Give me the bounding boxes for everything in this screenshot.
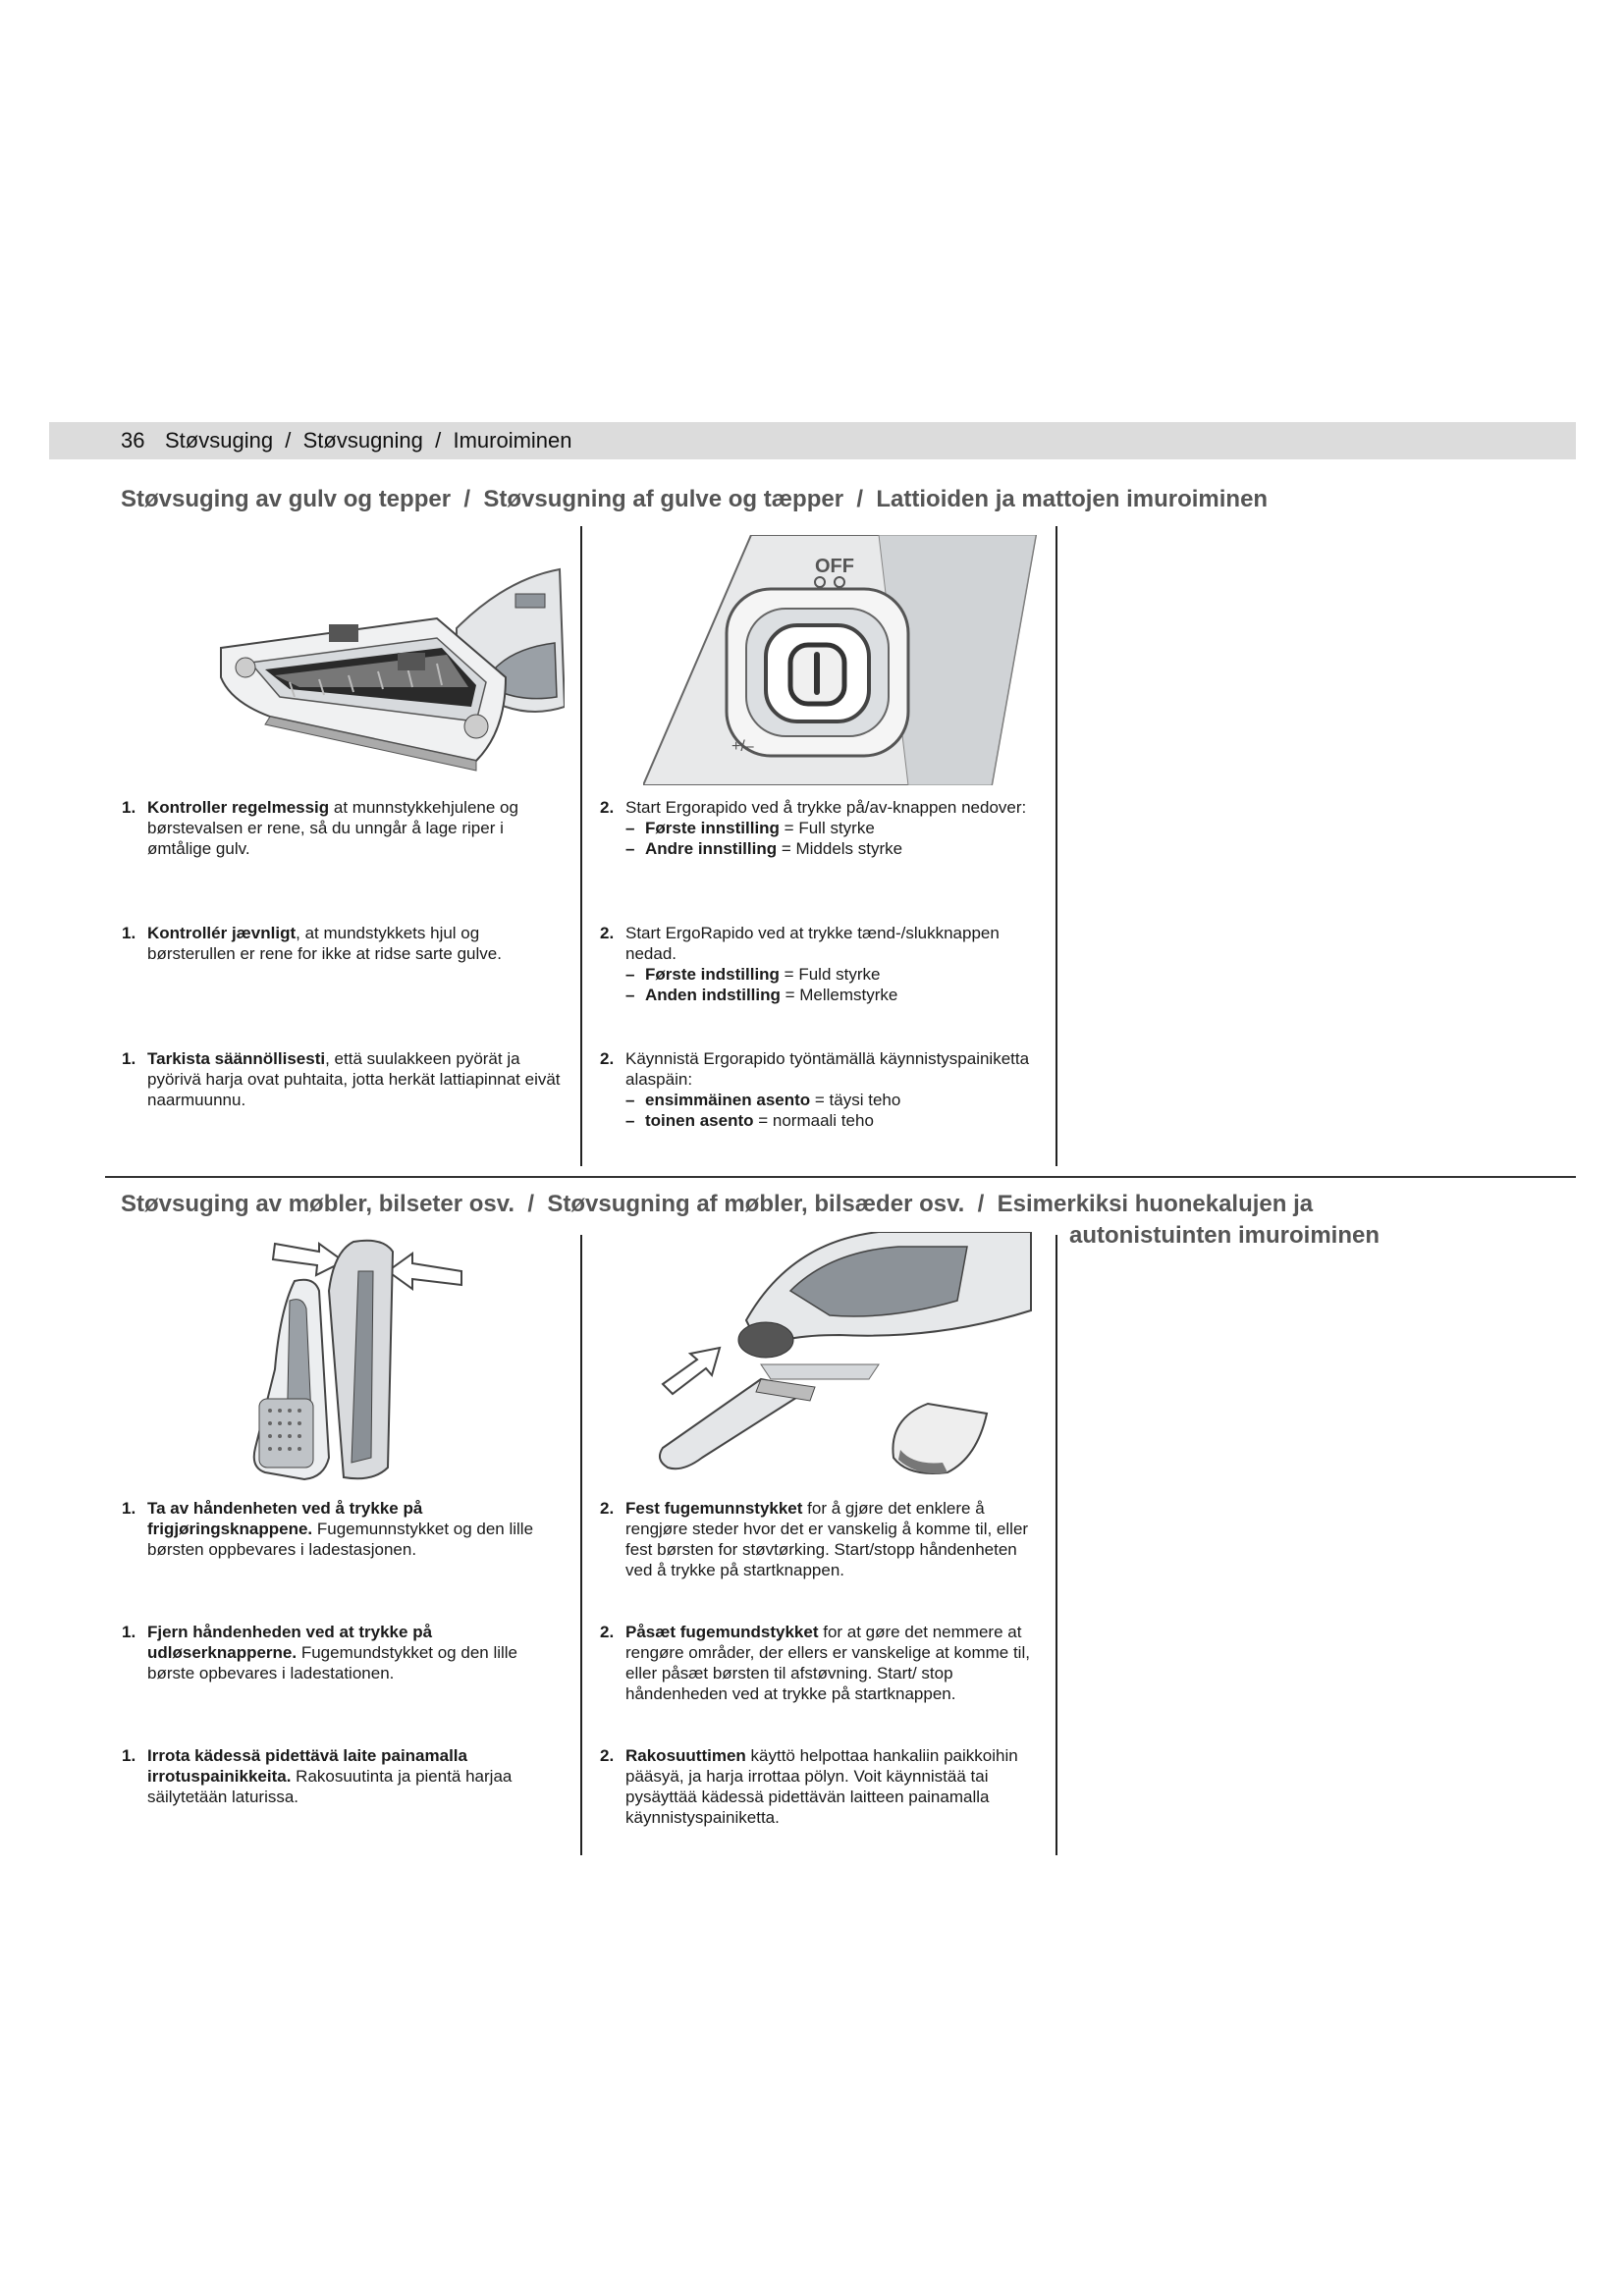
s2-left-step-fi: 1. Irrota kädessä pidettävä laite painamalla irrotuspainikkeita. Rakosuutinta ja pientä harjaa säilytetään laturissa. bbox=[122, 1746, 513, 1806]
section1-divider-left bbox=[580, 526, 582, 1166]
section2-divider-right bbox=[1056, 1235, 1057, 1855]
section1-divider-right bbox=[1056, 526, 1057, 1166]
vacuum-floor-nozzle-illustration bbox=[211, 560, 565, 780]
section1-title: Støvsuging av gulv og tepper / Støvsugning af gulve og tæpper / Lattioiden ja mattojen imuroiminen bbox=[121, 486, 1269, 512]
crevice-tool-brush-illustration bbox=[643, 1232, 1046, 1487]
s2-left-step-da: 1. Fjern håndenheden ved at trykke på udløserknapperne. Fugemundstykket og den lille børste opbevares i ladestationen. bbox=[122, 1623, 518, 1682]
plus-minus-label: +/– bbox=[731, 738, 754, 755]
s1-right-step-no: 2. Start Ergorapido ved å trykke på/av-knappen nedover: – Første innstilling = Full styrke – Andre innstilling = Middels styrke bbox=[600, 798, 1027, 858]
section-separator bbox=[105, 1176, 1576, 1178]
s1-right-step-fi: 2. Käynnistä Ergorapido työntämällä käynnistyspainiketta alaspäin: – ensimmäinen asento = täysi teho – toinen asento = normaali teho bbox=[600, 1049, 1030, 1130]
section2-divider-left bbox=[580, 1235, 582, 1855]
section2-title-line2: autonistuinten imuroiminen bbox=[1069, 1222, 1380, 1249]
s1-left-step-fi: 1. Tarkista säännöllisesti, että suulakkeen pyörät ja pyörivä harja ovat puhtaita, jotta herkät lattiapinnat eivät naarmuunnu. bbox=[122, 1049, 561, 1109]
s1-right-step-da: 2. Start ErgoRapido ved at trykke tænd-/slukknappen nedad. – Første indstilling = Fuld styrke – Anden indstilling = Mellemstyrke bbox=[600, 924, 1000, 1004]
header-title: Støvsuging / Støvsugning / Imuroiminen bbox=[165, 428, 572, 453]
s2-left-step-no: 1. Ta av håndenheten ved å trykke på frigjøringsknappene. Fugemunnstykket og den lille børsten oppbevares i ladestasjonen. bbox=[122, 1499, 534, 1559]
s2-right-step-da: 2. Påsæt fugemundstykket for at gøre det nemmere at rengøre områder, der ellers er vanskelige at komme til, eller påsæt børsten til afstøvning. Start/ stop håndenheden ved at trykke på startknappen. bbox=[600, 1623, 1030, 1703]
s2-right-step-fi: 2. Rakosuuttimen käyttö helpottaa hankaliin paikkoihin pääsyä, ja harja irrottaa pölyn. Voit käynnistää tai pysäyttää kädessä pidettävän laitteen painamalla käynnistyspainiketta. bbox=[600, 1746, 1018, 1827]
s1-left-step-da: 1. Kontrollér jævnligt, at mundstykkets hjul og børsterullen er rene for ikke at ridse sarte gulve. bbox=[122, 924, 502, 963]
page-header bbox=[49, 422, 1576, 459]
page-number: 36 bbox=[121, 428, 145, 453]
off-label: OFF bbox=[815, 556, 854, 577]
section2-title-line1: Støvsuging av møbler, bilseter osv. / Støvsugning af møbler, bilsæder osv. / Esimerkiksi huonekalujen ja bbox=[121, 1191, 1314, 1217]
s2-right-step-no: 2. Fest fugemunnstykket for å gjøre det enklere å rengjøre steder hvor det er vanskelig å komme til, eller fest børsten for støvtørking. Start/stopp håndenheten ved å trykke på startknappen. bbox=[600, 1499, 1029, 1579]
handheld-release-illustration bbox=[236, 1232, 481, 1487]
s1-left-step-no: 1. Kontroller regelmessig at munnstykkehjulene og børstevalsen er rene, så du unngår å lage riper i ømtålige gulv. bbox=[122, 798, 518, 858]
